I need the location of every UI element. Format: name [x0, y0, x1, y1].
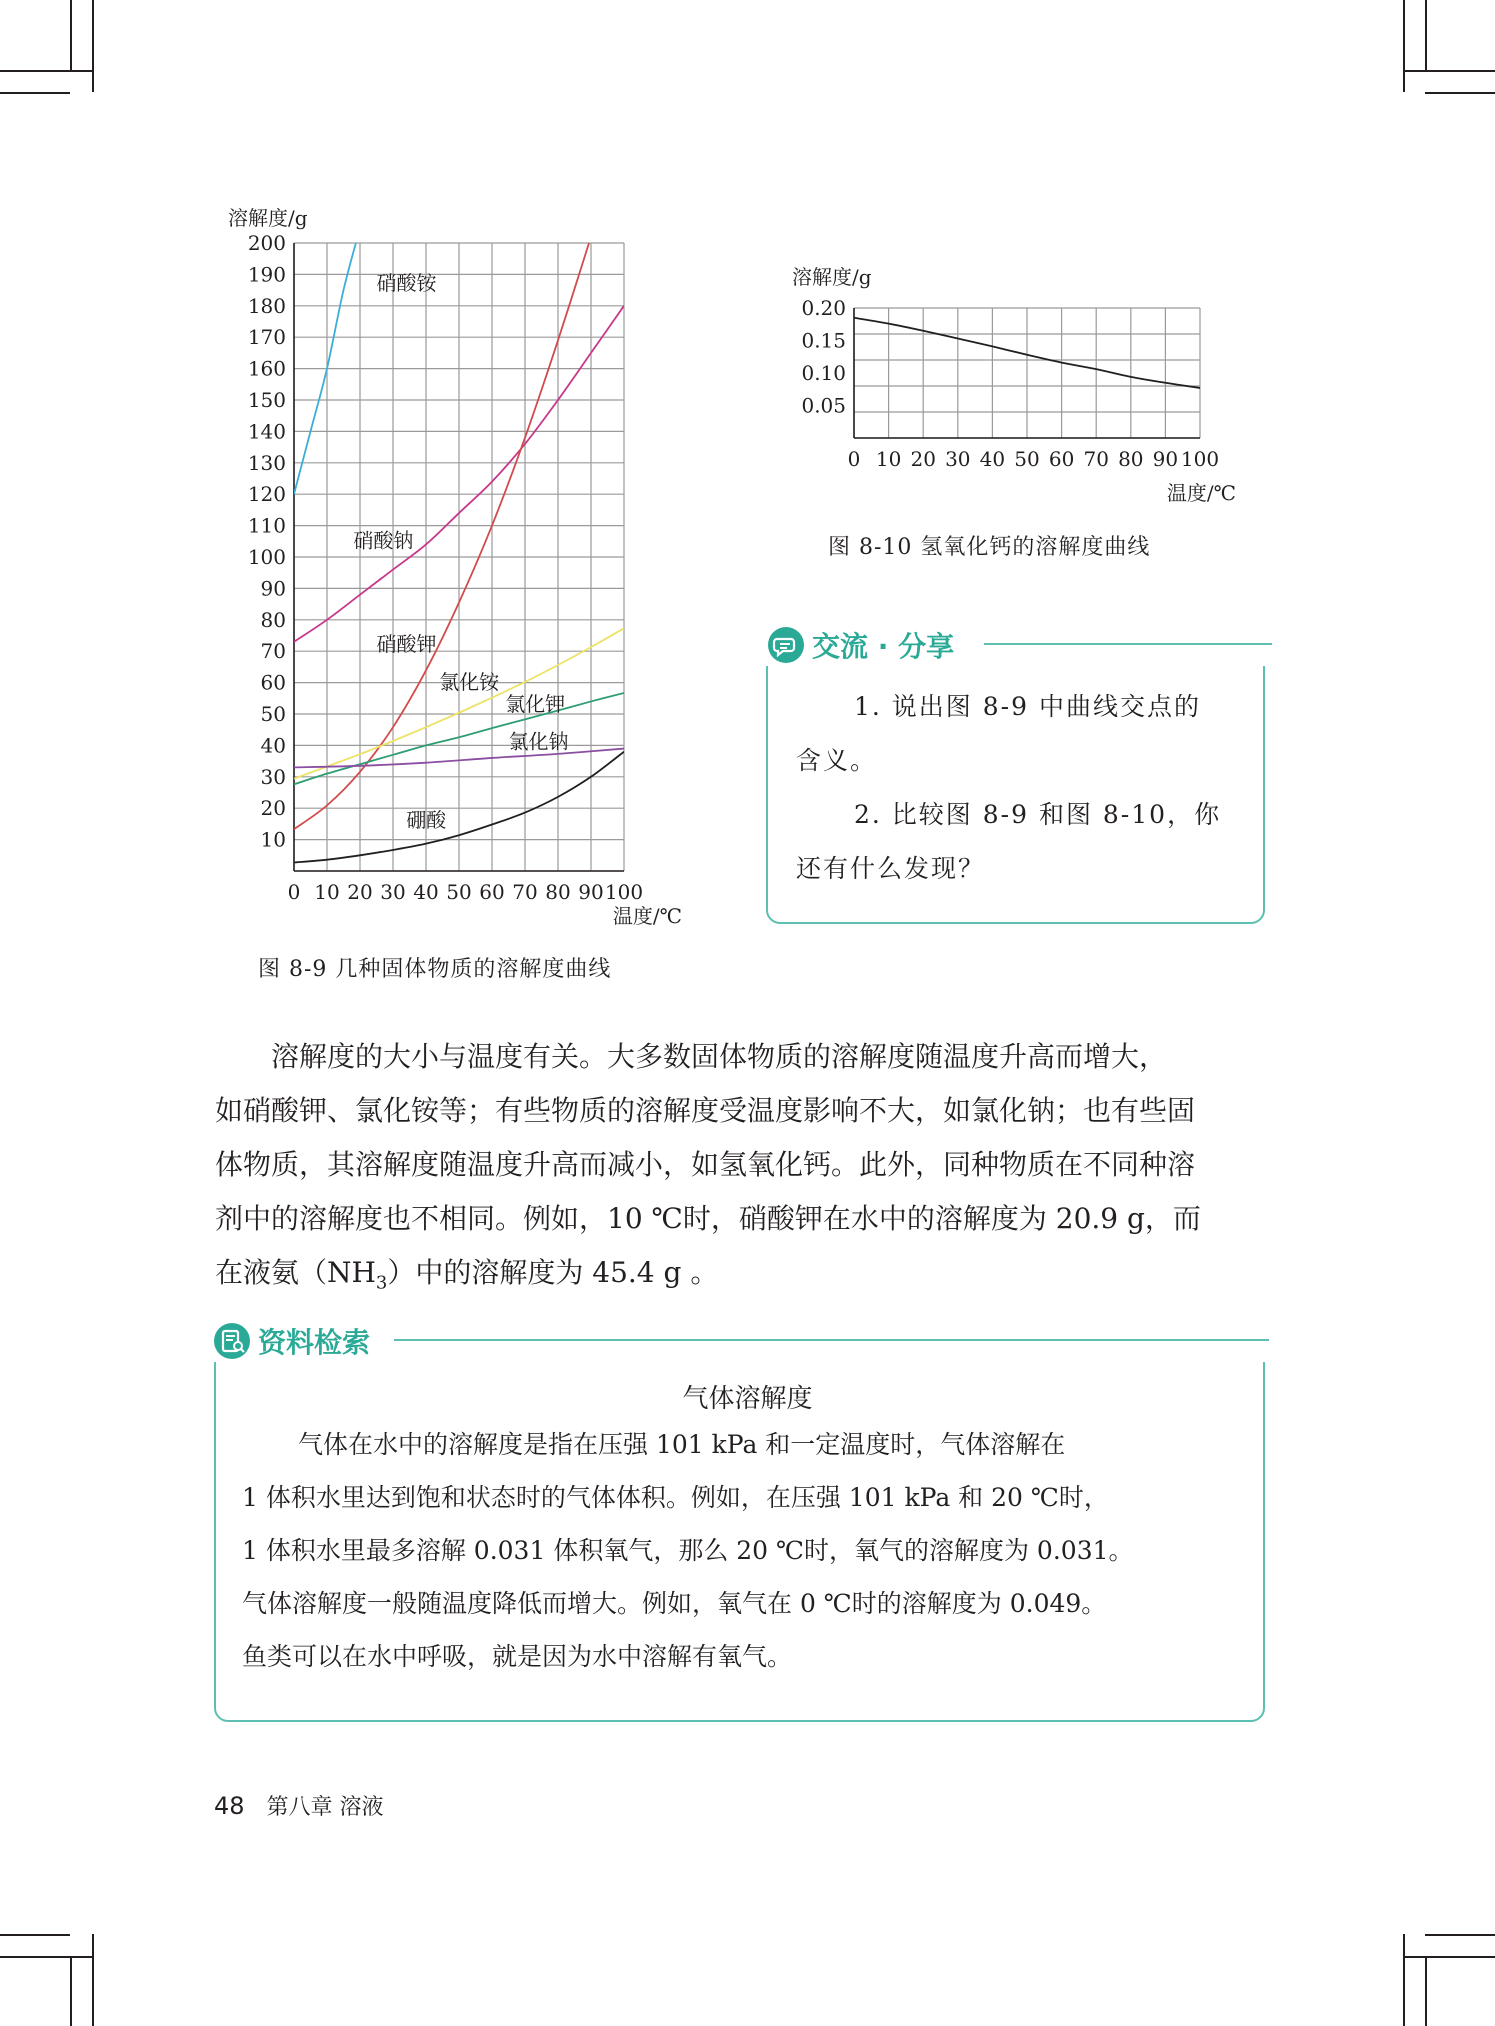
chat-bubble-icon [766, 625, 806, 665]
y-tick-label: 120 [247, 482, 286, 507]
crop-mark [0, 1934, 70, 1936]
y-tick-label: 0.10 [801, 361, 846, 385]
y-tick-label: 40 [260, 733, 286, 758]
reference-line: 气体溶解度一般随温度降低而增大。例如，氧气在 0 ℃时的溶解度为 0.049。 [242, 1589, 1107, 1618]
y-tick-label: 50 [260, 702, 286, 726]
body-paragraph [215, 1030, 1265, 1311]
page-number: 48 [214, 1792, 245, 1820]
crop-mark [1425, 0, 1427, 70]
y-tick-label: 60 [260, 670, 286, 695]
y-tick-label: 110 [247, 513, 286, 538]
y-tick-label: 0.20 [801, 296, 846, 320]
share-header-rule [984, 643, 1272, 645]
y-tick-label: 150 [247, 388, 286, 412]
crop-mark [70, 0, 72, 70]
y-tick-label: 0.15 [801, 328, 846, 353]
y-axis-label: 溶解度/g [228, 206, 308, 230]
body-line: 剂中的溶解度也不相同。例如，10 ℃时，硝酸钾在水中的溶解度为 20.9 g，而 [215, 1202, 1201, 1235]
body-line: 溶解度的大小与温度有关。大多数固体物质的溶解度随温度升高而增大， [271, 1040, 1168, 1073]
y-tick-label: 20 [260, 796, 286, 821]
y-tick-label: 30 [260, 764, 286, 789]
y-tick-label: 140 [247, 419, 286, 444]
crop-mark [1425, 92, 1495, 94]
reference-box-title: 资料检索 [258, 1326, 371, 1359]
series-label: 氯化铵 [439, 669, 500, 694]
share-question-2a: 2. 比较图 8-9 和图 8-10，你 [854, 800, 1222, 829]
y-tick-label: 90 [260, 576, 286, 601]
share-box-header [762, 624, 1282, 666]
reference-line: 1 体积水里达到饱和状态时的气体体积。例如，在压强 101 kPa 和 20 ℃时， [242, 1483, 1109, 1512]
body-line [215, 1246, 1265, 1311]
body-line: 体物质，其溶解度随温度升高而减小，如氢氧化钙。此外，同种物质在不同种溶 [215, 1148, 1196, 1181]
chapter-title: 第八章 溶液 [266, 1795, 384, 1820]
x-tick-label: 80 [1118, 447, 1144, 471]
share-box-title: 交流 · 分享 [812, 630, 955, 663]
x-tick-label: 90 [578, 880, 604, 904]
y-tick-label: 80 [260, 607, 286, 632]
series-label: 硝酸铵 [376, 271, 437, 296]
x-tick-label: 10 [314, 880, 340, 904]
crop-mark [1425, 1934, 1495, 1936]
share-question-1a: 1. 说出图 8-9 中曲线交点的 [854, 692, 1201, 721]
series-label: 硼酸 [406, 808, 447, 833]
series-label: 硝酸钾 [376, 632, 437, 657]
body-text: 在液氨（NH [215, 1256, 376, 1289]
figure-caption-8-9: 图 8-9 几种固体物质的溶解度曲线 [258, 957, 612, 982]
crop-mark [1403, 1956, 1495, 1958]
x-tick-label: 0 [287, 880, 301, 904]
x-tick-label: 50 [446, 880, 472, 904]
x-tick-label: 60 [479, 880, 505, 904]
series-label: 硝酸钠 [353, 528, 414, 553]
crop-mark [92, 1934, 94, 2026]
y-tick-label: 70 [260, 639, 286, 664]
figure-caption-8-10: 图 8-10 氢氧化钙的溶解度曲线 [828, 535, 1151, 560]
x-tick-label: 10 [875, 447, 902, 471]
x-tick-label: 100 [1180, 447, 1220, 471]
x-tick-label: 100 [604, 880, 644, 904]
x-axis-label: 温度/℃ [612, 904, 682, 928]
x-tick-label: 20 [910, 447, 936, 471]
crop-mark [0, 92, 70, 94]
reference-header-rule [394, 1339, 1269, 1341]
solubility-chart-solids [210, 195, 690, 935]
crop-mark [1403, 70, 1495, 72]
x-tick-label: 40 [979, 447, 1006, 471]
y-tick-label: 10 [260, 827, 286, 852]
x-tick-label: 50 [1014, 447, 1040, 471]
x-tick-label: 40 [413, 880, 439, 904]
share-question-2b: 还有什么发现？ [796, 854, 986, 883]
reference-line: 鱼类可以在水中呼吸，就是因为水中溶解有氧气。 [242, 1642, 793, 1671]
x-tick-label: 70 [1083, 447, 1109, 471]
series-line [294, 196, 367, 494]
page-footer [214, 1790, 384, 1821]
reference-line: 1 体积水里最多溶解 0.031 体积氧气，那么 20 ℃时，氧气的溶解度为 0.031。 [242, 1536, 1134, 1565]
y-axis-label: 溶解度/g [792, 265, 872, 289]
x-tick-label: 0 [847, 447, 861, 471]
x-tick-label: 80 [545, 880, 571, 904]
crop-mark [0, 70, 92, 72]
y-tick-label: 100 [247, 545, 286, 569]
crop-mark [0, 1956, 92, 1958]
crop-mark [70, 1956, 72, 2026]
share-question-1b: 含义。 [796, 746, 878, 775]
x-tick-label: 30 [380, 880, 406, 904]
crop-mark [92, 0, 94, 92]
y-tick-label: 0.05 [801, 393, 846, 418]
y-tick-label: 200 [247, 231, 286, 255]
x-tick-label: 70 [512, 880, 538, 904]
solubility-chart-calcium-hydroxide [780, 258, 1240, 508]
subscript: 3 [375, 1272, 388, 1294]
body-line: 如硝酸钾、氯化铵等；有些物质的溶解度受温度影响不大，如氯化钠；也有些固 [215, 1094, 1196, 1127]
crop-mark [1403, 0, 1405, 92]
y-tick-label: 170 [247, 325, 286, 350]
body-text: ）中的溶解度为 45.4 g 。 [387, 1256, 719, 1289]
reference-line: 气体在水中的溶解度是指在压强 101 kPa 和一定温度时，气体溶解在 [298, 1430, 1066, 1459]
series-label: 氯化钠 [508, 729, 569, 754]
reference-box-header [208, 1320, 1283, 1362]
series-label: 氯化钾 [505, 691, 566, 716]
crop-mark [1425, 1956, 1427, 2026]
y-tick-label: 130 [247, 450, 286, 475]
x-tick-label: 20 [347, 880, 373, 904]
y-tick-label: 190 [247, 262, 286, 287]
x-axis-label: 温度/℃ [1166, 481, 1236, 505]
reference-text [242, 1418, 1134, 1683]
x-tick-label: 90 [1152, 447, 1179, 471]
y-tick-label: 160 [247, 356, 286, 381]
y-tick-label: 180 [247, 293, 286, 318]
x-tick-label: 30 [945, 447, 971, 471]
x-tick-label: 60 [1048, 447, 1075, 471]
book-search-icon [212, 1321, 252, 1361]
crop-mark [1403, 1934, 1405, 2026]
reference-article-title: 气体溶解度 [682, 1384, 813, 1414]
